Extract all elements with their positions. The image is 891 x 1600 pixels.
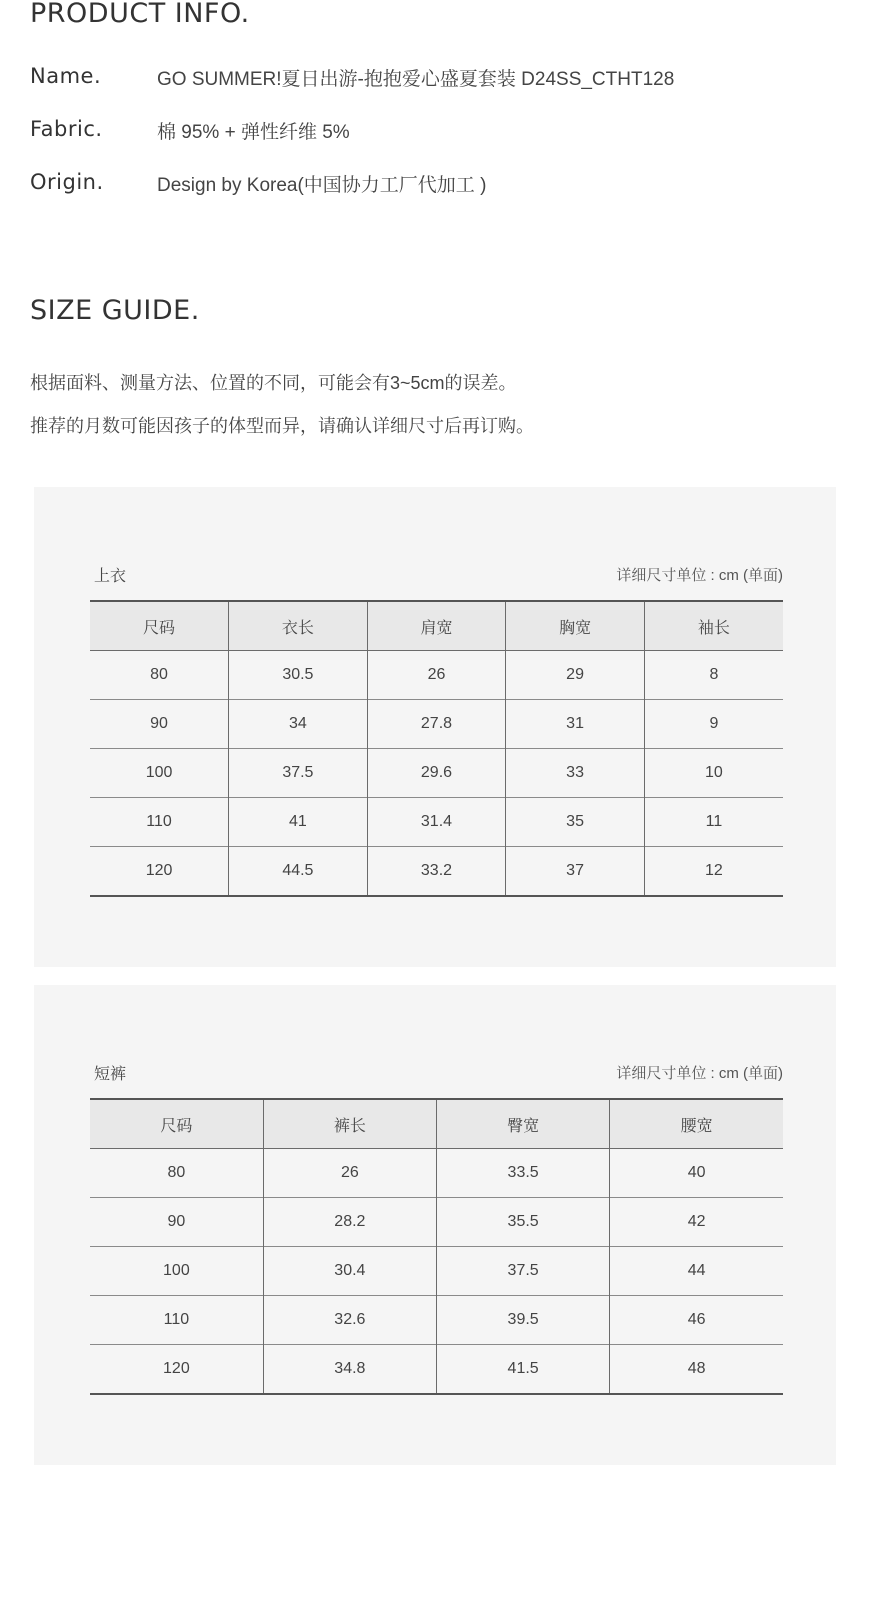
column-header: 尺码 <box>90 601 229 651</box>
info-value: GO SUMMER!夏日出游-抱抱爱心盛夏套装 D24SS_CTHT128 <box>157 69 675 90</box>
table-cell: 12 <box>644 847 783 897</box>
table-cell: 120 <box>90 847 229 897</box>
size-note: 推荐的月数可能因孩子的体型而异，请确认详细尺寸后再订购。 <box>30 416 534 436</box>
table-cell: 27.8 <box>367 700 506 749</box>
info-label: Fabric. <box>30 117 103 141</box>
column-header: 胸宽 <box>506 601 645 651</box>
column-header: 尺码 <box>90 1099 263 1149</box>
table-cell: 37 <box>506 847 645 897</box>
table-unit-note: 详细尺寸单位 : cm (单面) <box>616 567 783 584</box>
table-row <box>90 651 783 700</box>
info-label: Origin. <box>30 170 104 194</box>
table-cell: 31 <box>506 700 645 749</box>
size-table <box>90 1098 783 1395</box>
table-cell: 80 <box>150 666 168 683</box>
size-table-panel-shorts <box>34 985 836 1465</box>
table-header-row <box>90 1099 783 1149</box>
table-cell: 32.6 <box>263 1296 436 1345</box>
table-cell: 8 <box>644 651 783 700</box>
table-row <box>90 1247 783 1296</box>
table-cell: 26 <box>263 1149 436 1198</box>
table-row <box>90 1149 783 1198</box>
size-table-panel-top <box>34 487 836 967</box>
table-cell: 35.5 <box>437 1198 610 1247</box>
table-cell: 30.5 <box>229 651 368 700</box>
table-title: 短裤 <box>94 1066 127 1083</box>
table-row <box>90 1345 783 1395</box>
table-cell: 120 <box>90 1345 263 1395</box>
table-cell: 110 <box>90 798 229 847</box>
table-cell: 42 <box>610 1198 783 1247</box>
info-label: Name. <box>30 64 102 88</box>
table-cell: 30.4 <box>263 1247 436 1296</box>
table-cell: 37.5 <box>229 749 368 798</box>
column-header: 衣长 <box>229 601 368 651</box>
info-value: 棉 95% + 弹性纤维 5% <box>157 122 350 143</box>
table-cell: 34 <box>229 700 368 749</box>
table-row <box>90 1198 783 1247</box>
size-note: 根据面料、测量方法、位置的不同，可能会有3~5cm的误差。 <box>30 373 517 393</box>
table-cell: 33 <box>506 749 645 798</box>
table-row <box>90 847 783 897</box>
table-cell: 28.2 <box>263 1198 436 1247</box>
table-row <box>90 749 783 798</box>
size-guide-heading: SIZE GUIDE. <box>30 295 200 326</box>
table-cell: 80 <box>167 1164 186 1181</box>
table-row <box>90 798 783 847</box>
table-title: 上衣 <box>94 568 127 585</box>
table-cell: 11 <box>644 798 783 847</box>
table-unit-note: 详细尺寸单位 : cm (单面) <box>616 1065 783 1082</box>
column-header: 袖长 <box>644 601 783 651</box>
table-row <box>90 1296 783 1345</box>
table-cell: 33.2 <box>367 847 506 897</box>
table-cell: 110 <box>90 1296 263 1345</box>
table-cell: 44 <box>610 1247 783 1296</box>
table-cell: 41.5 <box>437 1345 610 1395</box>
table-cell: 29 <box>506 651 645 700</box>
info-value: Design by Korea(中国协力工厂代加工 ) <box>157 175 487 196</box>
table-cell: 46 <box>610 1296 783 1345</box>
table-cell: 33.5 <box>437 1149 610 1198</box>
table-row <box>90 700 783 749</box>
table-cell: 100 <box>90 1247 263 1296</box>
table-cell: 35 <box>506 798 645 847</box>
table-cell: 40 <box>610 1149 783 1198</box>
table-cell: 100 <box>90 749 229 798</box>
table-cell: 90 <box>90 1198 263 1247</box>
column-header: 肩宽 <box>367 601 506 651</box>
size-table <box>90 600 783 897</box>
table-cell: 9 <box>644 700 783 749</box>
table-cell: 29.6 <box>367 749 506 798</box>
product-info-heading: PRODUCT INFO. <box>30 0 250 29</box>
column-header: 腰宽 <box>610 1099 783 1149</box>
column-header: 臀宽 <box>437 1099 610 1149</box>
table-cell: 10 <box>644 749 783 798</box>
table-cell: 34.8 <box>263 1345 436 1395</box>
table-cell: 48 <box>610 1345 783 1395</box>
table-cell: 90 <box>90 700 229 749</box>
table-cell: 41 <box>229 798 368 847</box>
table-cell: 39.5 <box>437 1296 610 1345</box>
table-cell: 44.5 <box>229 847 368 897</box>
column-header: 裤长 <box>263 1099 436 1149</box>
table-cell: 26 <box>367 651 506 700</box>
table-cell: 37.5 <box>437 1247 610 1296</box>
table-header-row <box>90 601 783 651</box>
table-cell: 31.4 <box>367 798 506 847</box>
